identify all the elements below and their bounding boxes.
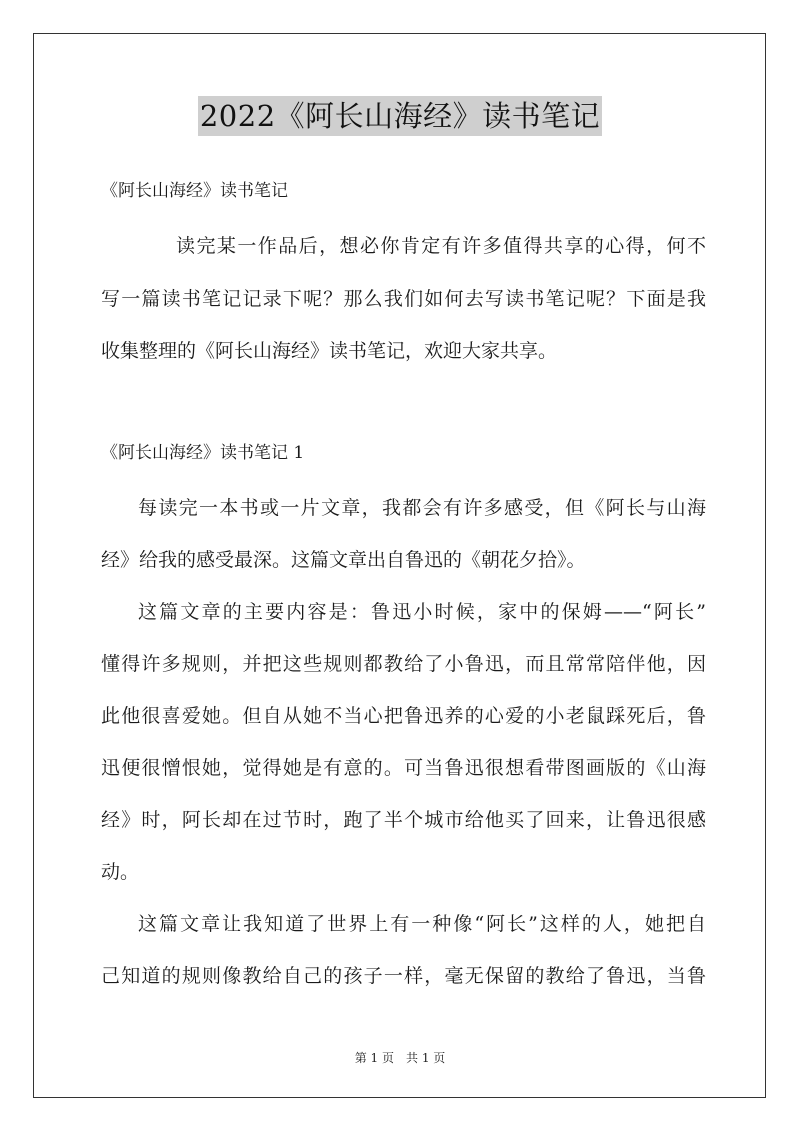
paragraph-3-line-2: 己知道的规则像教给自己的孩子一样，毫无保留的教给了鲁迅，当鲁 (101, 965, 706, 987)
paragraph-2-line-4: 迅便很憎恨她，觉得她是有意的。可当鲁迅很想看带图画版的《山海 (101, 757, 706, 779)
page-footer: 第 1 页 共 1 页 (354, 1051, 446, 1065)
intro-line-2: 写一篇读书笔记记录下呢？那么我们如何去写读书笔记呢？下面是我 (101, 288, 706, 310)
subheading-1: 《阿长山海经》读书笔记 (101, 181, 288, 201)
paragraph-2-line-6: 动。 (101, 861, 140, 883)
paragraph-2-line-2: 懂得许多规则，并把这些规则都教给了小鲁迅，而且常常陪伴他，因 (101, 653, 706, 675)
paragraph-3-line-1: 这篇文章让我知道了世界上有一种像“阿长”这样的人，她把自 (138, 913, 706, 935)
intro-line-3: 收集整理的《阿长山海经》读书笔记，欢迎大家共享。 (101, 340, 558, 362)
paragraph-2-line-5: 经》时，阿长却在过节时，跑了半个城市给他买了回来，让鲁迅很感 (101, 809, 706, 831)
document-title: 2022《阿长山海经》读书笔记 (198, 96, 602, 136)
paragraph-1-line-1: 每读完一本书或一片文章，我都会有许多感受，但《阿长与山海 (138, 497, 706, 519)
paragraph-1-line-2: 经》给我的感受最深。这篇文章出自鲁迅的《朝花夕拾》。 (101, 549, 586, 571)
title-container (0, 96, 800, 136)
paragraph-2-line-3: 此他很喜爱她。但自从她不当心把鲁迅养的心爱的小老鼠踩死后，鲁 (101, 705, 706, 727)
intro-line-1: 读完某一作品后，想必你肯定有许多值得共享的心得，何不 (176, 235, 706, 257)
subheading-2: 《阿长山海经》读书笔记 1 (101, 443, 305, 463)
paragraph-2-line-1: 这篇文章的主要内容是：鲁迅小时候，家中的保姆——“阿长” (138, 601, 706, 623)
